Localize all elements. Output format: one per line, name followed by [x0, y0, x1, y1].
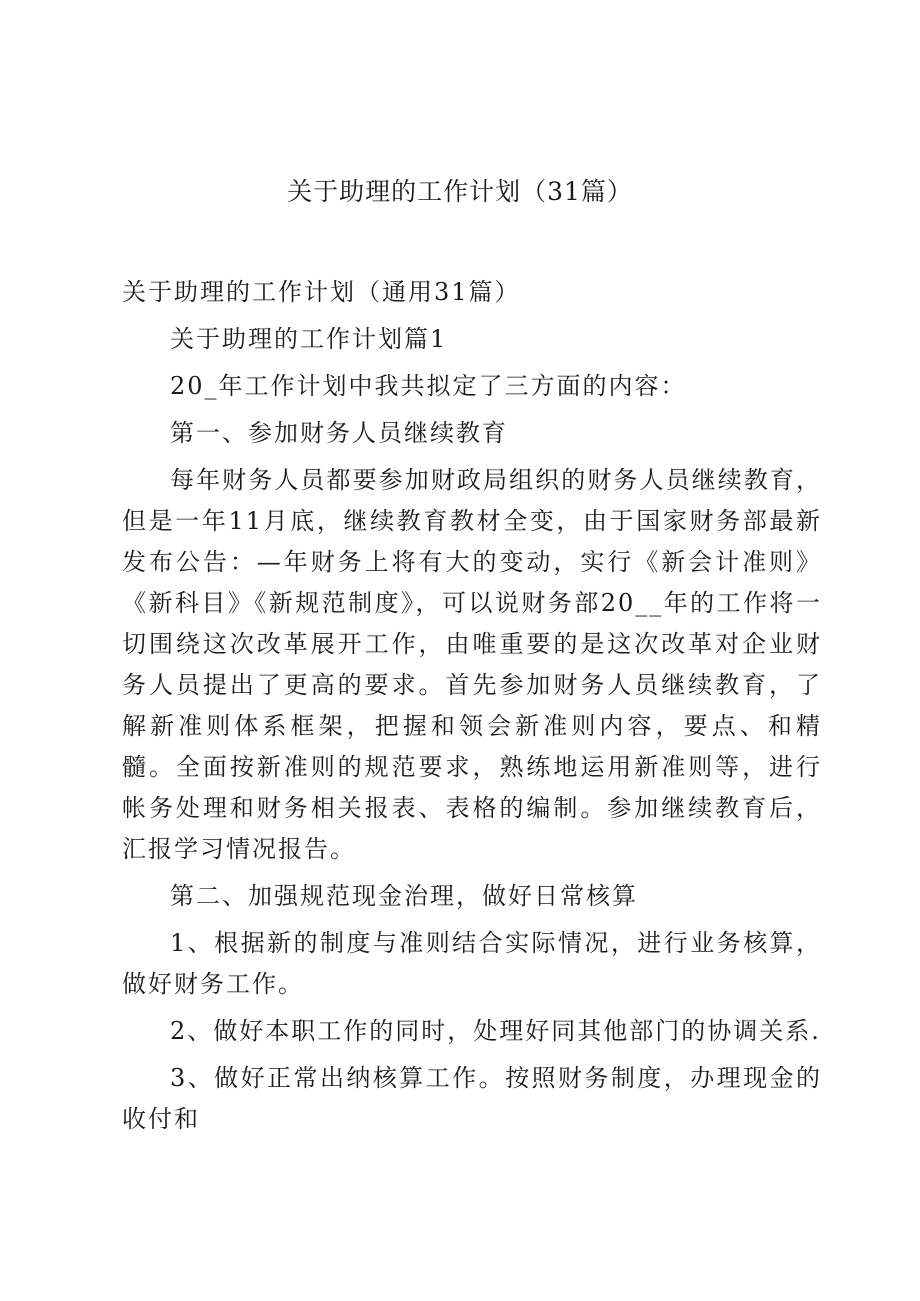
section-heading: 第一、参加财务人员继续教育 [170, 419, 508, 447]
list-item: 2、做好本职工作的同时，处理好同其他部门的协调关系. [170, 1017, 821, 1045]
section-heading: 第二、加强规范现金治理，做好日常核算 [170, 882, 638, 910]
document-title: 关于助理的工作计划（31篇） [287, 177, 633, 206]
document-body [122, 272, 822, 1140]
list-item: 3、做好正常出纳核算工作。按照财务制度，办理现金的收付和 [122, 1064, 822, 1133]
section-heading: 关于助理的工作计划篇1 [170, 325, 448, 353]
document-subtitle: 关于助理的工作计划（通用31篇） [122, 278, 521, 306]
paragraph: 每年财务人员都要参加财政局组织的财务人员继续教育，但是一年11月底，继续教育教材全变，由于国家财务部最新发布公告：—年财务上将有大的变动，实行《新会计准则》《新科目》《新规范制度》，可以说财务部20__年的工作将一切围绕这次改革展开工作，由唯重要的是这次改革对企业财务人员提出了更高的要求。首先参加财务人员继续教育，了解新准则体系框架，把握和领会新准则内容，要点、和精髓。全面按新准则的规范要求，熟练地运用新准则等，进行帐务处理和财务相关报表、表格的编制。参加继续教育后，汇报学习情况报告。 [122, 466, 822, 863]
list-item: 1、根据新的制度与准则结合实际情况，进行业务核算，做好财务工作。 [122, 929, 822, 998]
paragraph: 20_年工作计划中我共拟定了三方面的内容： [170, 372, 687, 400]
